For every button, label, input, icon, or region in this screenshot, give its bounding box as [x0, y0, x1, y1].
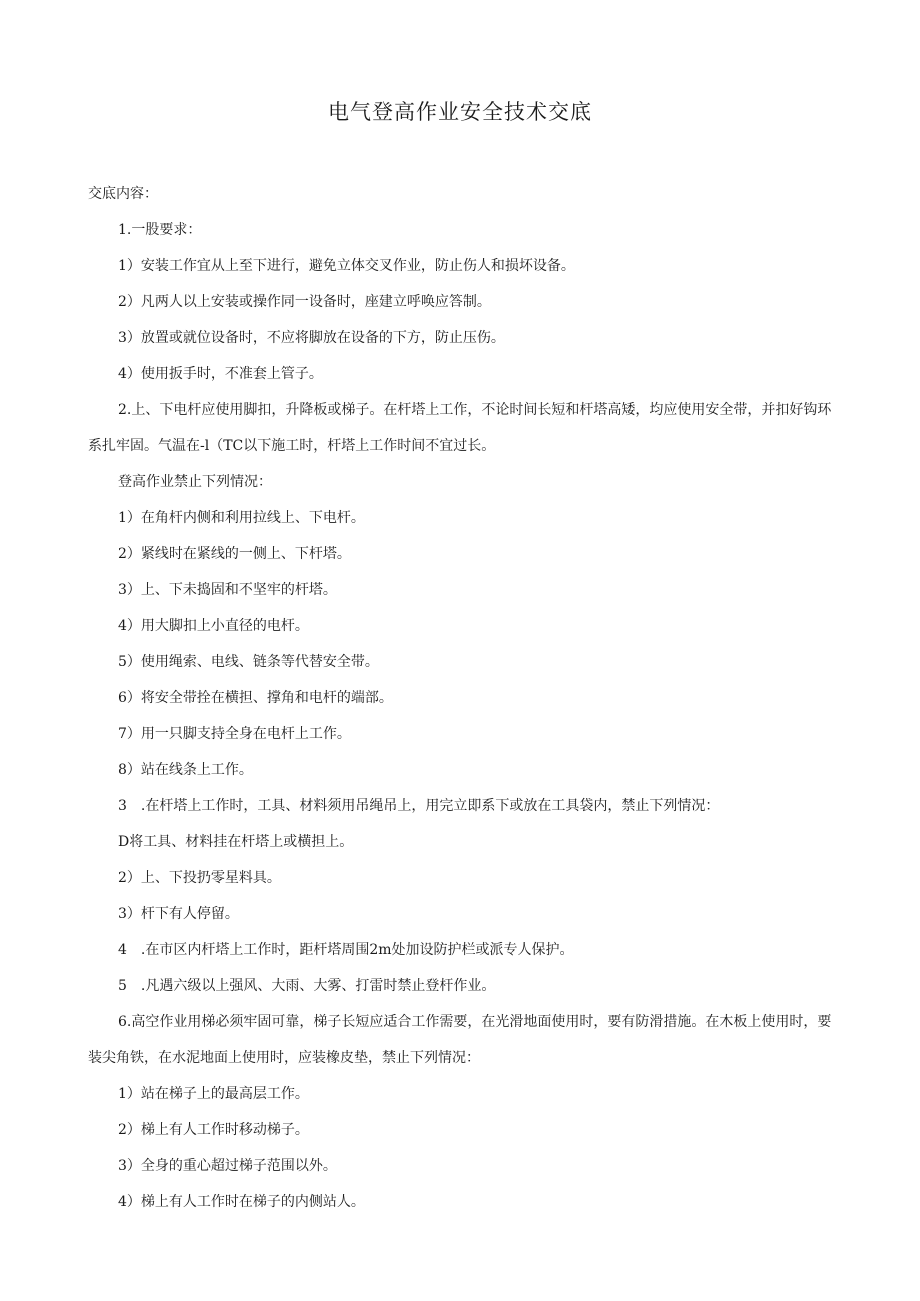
list-item: 4）用大脚扣上小直径的电杆。: [118, 618, 309, 634]
list-item: 6）将安全带拴在横担、撑角和电杆的端部。: [118, 690, 393, 706]
list-item: 4）梯上有人工作时在梯子的内侧站人。: [118, 1194, 365, 1210]
list-item: 1）在角杆内侧和利用拉线上、下电杆。: [118, 510, 365, 526]
section-heading: 3 .在杆塔上工作时，工具、材料须用吊绳吊上，用完立即系下或放在工具袋内，禁止下列情况：: [118, 798, 720, 814]
list-item: 3）杆下有人停留。: [118, 906, 239, 922]
list-item: 4）使用扳手时，不准套上管子。: [118, 366, 323, 382]
list-item: 5）使用绳索、电线、链条等代替安全带。: [118, 654, 379, 670]
list-item: 3）放置或就位设备时，不应将脚放在设备的下方，防止压伤。: [118, 330, 505, 346]
section-intro: 交底内容：: [88, 186, 158, 202]
list-item: 2）梯上有人工作时移动梯子。: [118, 1122, 309, 1138]
section-heading: 登高作业禁止下列情况：: [118, 474, 272, 490]
list-item: 2）上、下投扔零星料具。: [118, 870, 281, 886]
list-item: 1）安装工作宜从上至下进行，避免立体交叉作业，防止伤人和损坏设备。: [118, 258, 575, 274]
section-heading: 5 .凡遇六级以上强风、大雨、大雾、打雷时禁止登杆作业。: [118, 978, 496, 994]
list-item: 2）凡两人以上安装或操作同一设备时，座建立呼唤应答制。: [118, 294, 491, 310]
list-item: 3）上、下未捣固和不坚牢的杆塔。: [118, 582, 337, 598]
list-item: 2）紧线时在紧线的一侧上、下杆塔。: [118, 546, 351, 562]
list-item: D将工具、材料挂在杆塔上或横担上。: [118, 834, 354, 850]
list-item: 8）站在线条上工作。: [118, 762, 253, 778]
list-item: 3）全身的重心超过梯子范围以外。: [118, 1158, 337, 1174]
section-heading: 4 .在市区内杆塔上工作时，距杆塔周围2m处加设防护栏或派专人保护。: [118, 942, 574, 958]
list-item: 7）用一只脚支持全身在电杆上工作。: [118, 726, 351, 742]
paragraph: 6.高空作业用梯必须牢固可靠，梯子长短应适合工作需要，在光滑地面使用时，要有防滑措施。在木板上使用时，要装尖角铁，在水泥地面上使用时，应装橡皮垫，禁止下列情况：: [88, 1014, 832, 1066]
list-item: 1）站在梯子上的最高层工作。: [118, 1086, 309, 1102]
paragraph: 2.上、下电杆应使用脚扣，升降板或梯子。在杆塔上工作，不论时间长短和杆塔高矮，均应使用安全带，并扣好钩环系扎牢固。气温在-l（TC以下施工时，杆塔上工作时间不宜过长。: [88, 402, 832, 454]
section-heading: 1.一股要求：: [118, 222, 202, 238]
document-title: 电气登高作业安全技术交底: [328, 100, 592, 124]
document-body: [88, 176, 832, 1220]
